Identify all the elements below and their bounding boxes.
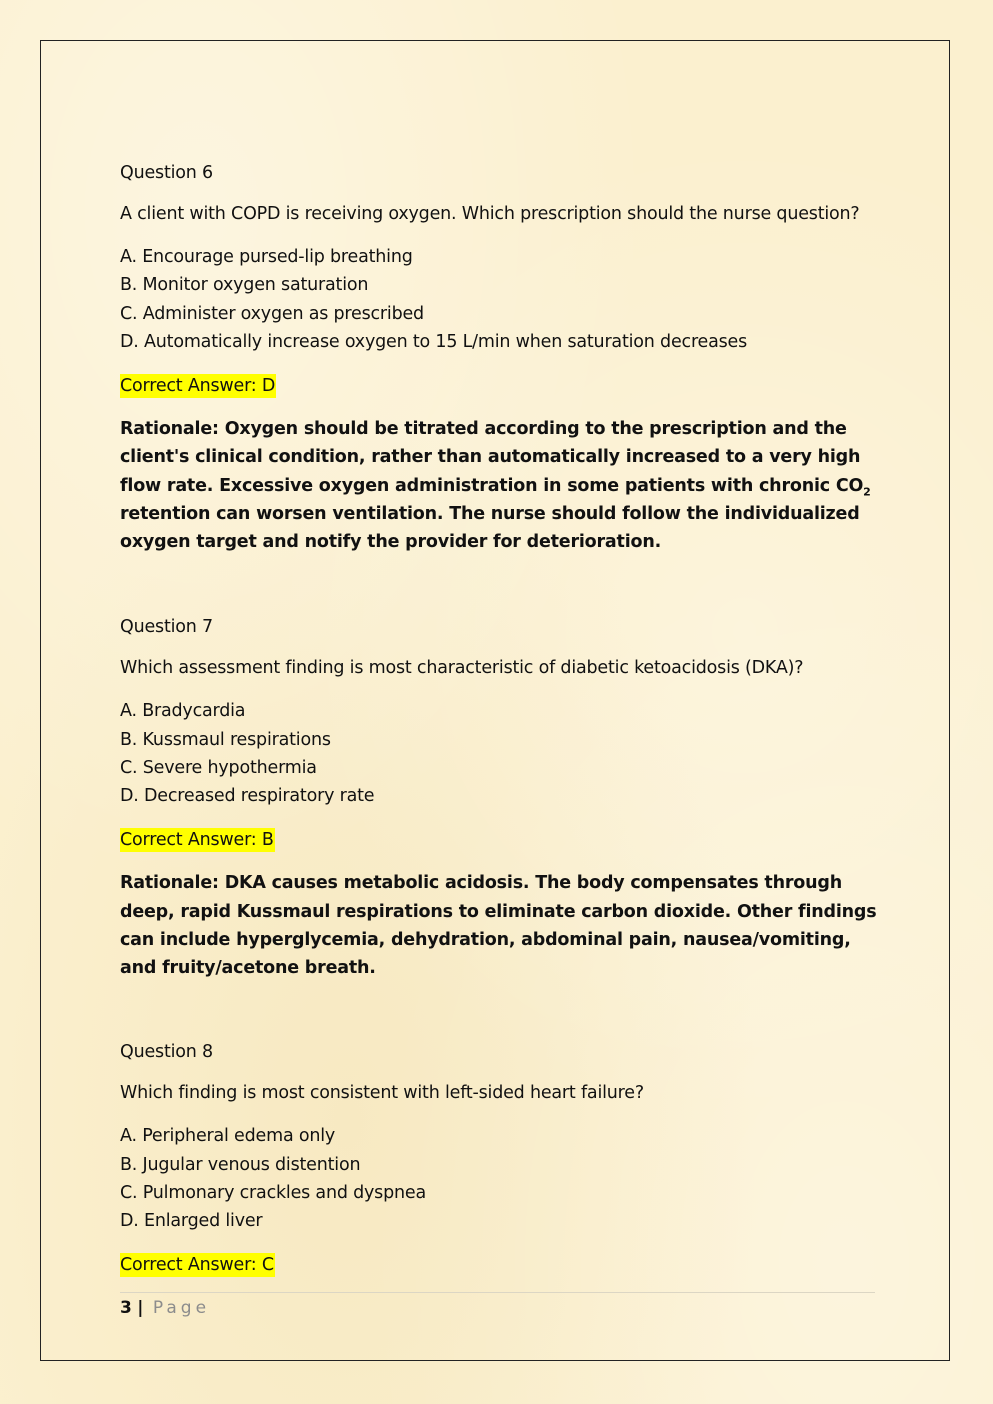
document-content <box>120 161 880 1294</box>
option-b: B. Monitor oxygen saturation <box>120 275 369 296</box>
option-c: C. Severe hypothermia <box>120 757 317 778</box>
answer-options <box>120 697 880 810</box>
option-d: D. Decreased respiratory rate <box>120 786 375 807</box>
question-block <box>120 1040 880 1294</box>
question-stem: Which assessment finding is most characteristic of diabetic ketoacidosis (DKA)? <box>120 658 804 679</box>
question-stem: Which finding is most consistent with left-sided heart failure? <box>120 1083 644 1104</box>
option-b: B. Kussmaul respirations <box>120 729 331 750</box>
rationale: Rationale: DKA causes metabolic acidosis. The body compensates through deep, rapid Kussmaul respirations to eliminate carbon dioxide. Other findings can include hyperglycemia, dehydration, abdominal pain, nausea/vomiting, and fruity/acetone breath. <box>120 873 877 978</box>
correct-answer: Correct Answer: B <box>120 830 274 851</box>
page-label: Page <box>152 1298 211 1318</box>
option-c: C. Pulmonary crackles and dyspnea <box>120 1182 426 1203</box>
option-a: A. Encourage pursed-lip breathing <box>120 247 413 267</box>
option-d: D. Automatically increase oxygen to 15 L/min when saturation decreases <box>120 331 748 352</box>
question-title: Question 8 <box>120 1042 213 1063</box>
question-title: Question 6 <box>120 163 213 183</box>
rationale <box>120 415 880 556</box>
answer-options <box>120 1122 880 1235</box>
rationale-text-part2: retention can worsen ventilation. The nurse should follow the individualized oxygen target and notify the provider for deterioration. <box>120 503 860 552</box>
option-a: A. Peripheral edema only <box>120 1126 336 1147</box>
rationale-subscript: 2 <box>863 485 871 499</box>
rationale-text-part1: Rationale: Oxygen should be titrated according to the prescription and the client's clinical condition, rather than automatically increased to a very high flow rate. Excessive oxygen administration in some patients with chronic CO <box>120 419 864 496</box>
option-b: B. Jugular venous distention <box>120 1154 361 1175</box>
option-a: A. Bradycardia <box>120 701 246 722</box>
page-number: 3 <box>120 1298 132 1318</box>
footer-divider <box>120 1292 875 1293</box>
page-footer <box>120 1297 210 1319</box>
question-block <box>120 161 880 556</box>
correct-answer: Correct Answer: C <box>120 1255 274 1276</box>
option-d: D. Enlarged liver <box>120 1211 263 1232</box>
option-c: C. Administer oxygen as prescribed <box>120 303 424 324</box>
footer-separator: | <box>137 1298 144 1318</box>
question-title: Question 7 <box>120 617 213 638</box>
answer-options <box>120 243 880 356</box>
question-stem: A client with COPD is receiving oxygen. Which prescription should the nurse question? <box>120 204 860 224</box>
correct-answer: Correct Answer: D <box>120 376 276 397</box>
question-block <box>120 615 880 982</box>
